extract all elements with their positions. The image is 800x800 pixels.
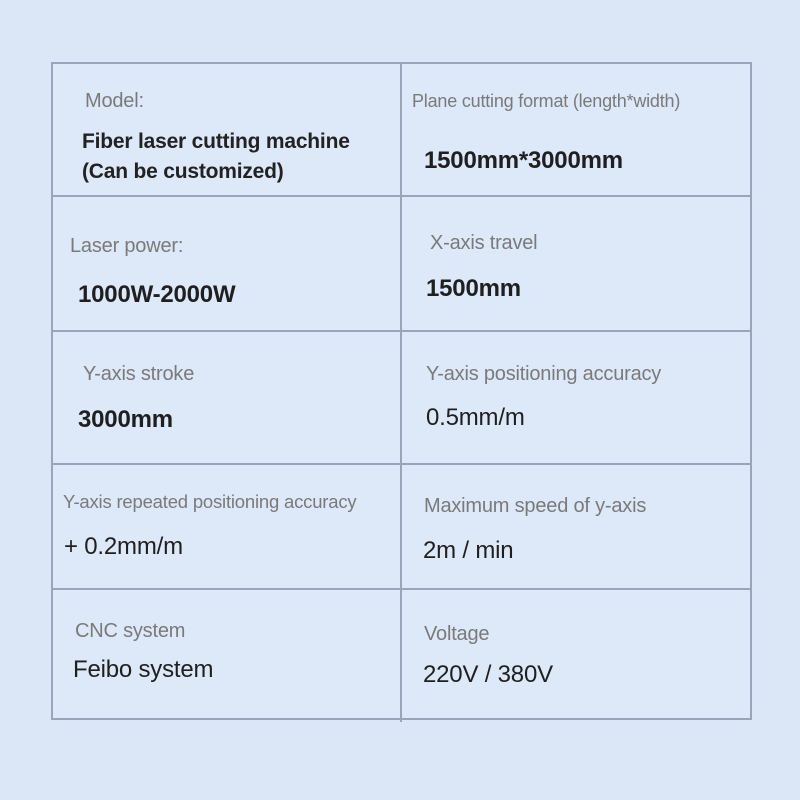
spec-value: 1000W-2000W <box>78 281 236 308</box>
spec-label: X-axis travel <box>430 232 538 254</box>
spec-value: 0.5mm/m <box>426 404 525 431</box>
spec-value <box>82 127 350 187</box>
spec-value: 1500mm <box>426 275 521 302</box>
spec-value: Feibo system <box>73 656 214 683</box>
spec-label: Voltage <box>424 623 490 645</box>
spec-label: Y-axis stroke <box>83 363 195 385</box>
spec-cell-voltage <box>402 590 752 722</box>
spec-cell-max-speed-y-axis <box>402 465 752 590</box>
spec-cell-model <box>53 64 402 197</box>
spec-label: Model: <box>85 90 144 112</box>
spec-label: Laser power: <box>70 235 184 257</box>
spec-label: Maximum speed of y-axis <box>424 495 647 517</box>
spec-cell-y-axis-repeated-accuracy <box>53 465 402 590</box>
spec-value-line: (Can be customized) <box>82 160 284 183</box>
spec-value: 2m / min <box>423 537 514 564</box>
spec-cell-y-axis-stroke <box>53 332 402 465</box>
spec-value: 1500mm*3000mm <box>424 147 623 174</box>
spec-cell-cutting-format <box>402 64 752 197</box>
spec-cell-x-axis-travel <box>402 197 752 332</box>
spec-table <box>51 62 752 720</box>
spec-label: Y-axis positioning accuracy <box>426 363 662 385</box>
spec-label: CNC system <box>75 620 186 642</box>
spec-cell-laser-power <box>53 197 402 332</box>
spec-value-line: Fiber laser cutting machine <box>82 130 350 153</box>
spec-cell-cnc-system <box>53 590 402 722</box>
spec-value: + 0.2mm/m <box>64 533 183 560</box>
spec-value: 220V / 380V <box>423 661 553 688</box>
spec-value: 3000mm <box>78 406 173 433</box>
spec-label: Plane cutting format (length*width) <box>412 91 681 111</box>
spec-label: Y-axis repeated positioning accuracy <box>63 491 357 512</box>
spec-cell-y-axis-positioning-accuracy <box>402 332 752 465</box>
